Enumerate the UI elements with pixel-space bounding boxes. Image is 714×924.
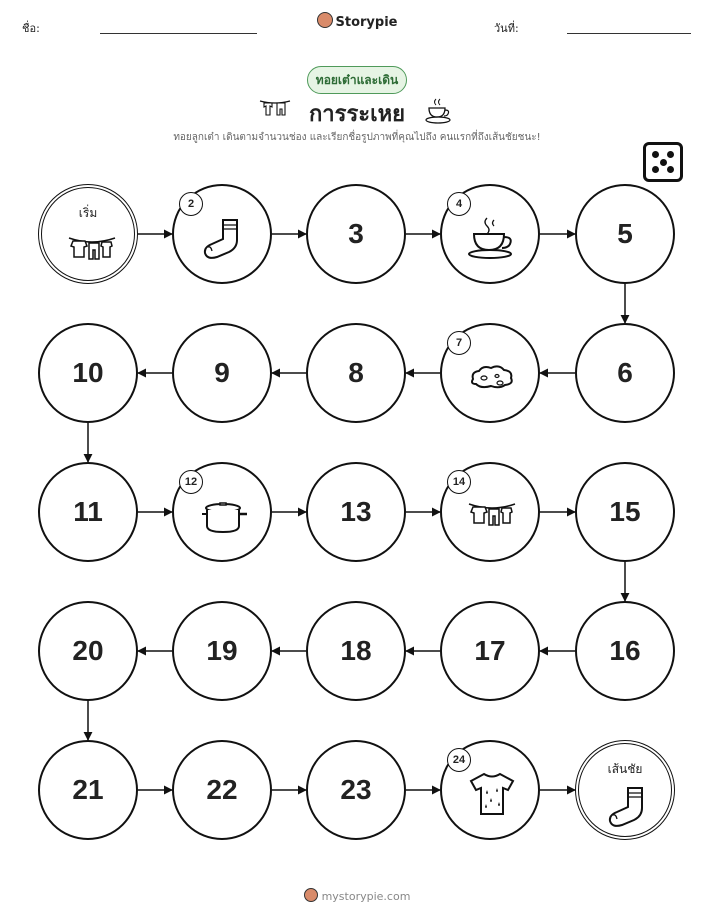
clothesline-icon	[467, 494, 517, 538]
cell-badge: 14	[447, 470, 471, 494]
wet-shirt-icon	[467, 772, 517, 816]
board-cell-13	[306, 462, 406, 562]
board-cell-4	[440, 184, 540, 284]
board-cell-5	[575, 184, 675, 284]
board-cell-18	[306, 601, 406, 701]
cell-number: 3	[348, 218, 364, 249]
cell-number: 20	[72, 635, 104, 666]
cell-number: 23	[340, 774, 372, 805]
cell-number: 13	[340, 496, 372, 527]
start-label: เริ่ม	[78, 206, 98, 220]
board-cell-3	[306, 184, 406, 284]
cell-number: 17	[474, 635, 506, 666]
board-cell-6	[575, 323, 675, 423]
bear-icon	[304, 888, 318, 902]
board-cell-7	[440, 323, 540, 423]
board-cell-2	[172, 184, 272, 284]
cell-badge: 4	[447, 192, 471, 216]
cell-number: 21	[72, 774, 104, 805]
cell-badge: 24	[447, 748, 471, 772]
date-label: วันที่:	[494, 22, 519, 35]
board-cell-10	[38, 323, 138, 423]
cell-number: 18	[340, 635, 372, 666]
board-cell-16	[575, 601, 675, 701]
board-cell-15	[575, 462, 675, 562]
cell-number: 15	[609, 496, 641, 527]
page-title: การระเหย	[308, 102, 406, 127]
board-cell-21	[38, 740, 138, 840]
sock-icon	[199, 216, 249, 260]
cell-badge: 7	[447, 331, 471, 355]
cell-number: 9	[214, 357, 230, 388]
footer-text: mystorypie.com	[321, 890, 411, 903]
cell-number: 19	[206, 635, 238, 666]
cell-number: 10	[72, 357, 104, 388]
cell-badge: 2	[179, 192, 203, 216]
instructions: ทอยลูกเต๋า เดินตามจำนวนช่อง และเรียกชื่อรูปภาพที่คุณไปถึง คนแรกที่ถึงเส้นชัยชนะ!	[173, 132, 541, 143]
footer-url	[0, 888, 714, 903]
brand-name: Storypie	[335, 15, 398, 30]
board-cell-14	[440, 462, 540, 562]
board-cell-17	[440, 601, 540, 701]
cell-number: 5	[617, 218, 633, 249]
cell-badge: 12	[179, 470, 203, 494]
board-cell-12	[172, 462, 272, 562]
board-cell-20	[38, 601, 138, 701]
board-cell-25	[575, 740, 675, 840]
board-cell-11	[38, 462, 138, 562]
name-label: ชื่อ:	[22, 22, 40, 35]
cell-number: 16	[609, 635, 641, 666]
finish-label: เส้นชัย	[607, 762, 643, 776]
activity-badge: ทอยเต๋าและเดิน	[307, 66, 407, 94]
clothesline-icon	[67, 228, 117, 272]
teacup-icon	[467, 216, 517, 260]
board-cell-19	[172, 601, 272, 701]
board-cell-1	[38, 184, 138, 284]
cell-number: 22	[206, 774, 238, 805]
cell-number: 11	[73, 496, 103, 527]
board-cell-9	[172, 323, 272, 423]
sock-icon	[604, 784, 654, 828]
pot-icon	[199, 494, 249, 538]
puddle-icon	[467, 355, 517, 399]
board-cell-24	[440, 740, 540, 840]
cell-number: 8	[348, 357, 364, 388]
board-cell-23	[306, 740, 406, 840]
cell-number: 6	[617, 357, 633, 388]
board-cell-22	[172, 740, 272, 840]
board-cell-8	[306, 323, 406, 423]
